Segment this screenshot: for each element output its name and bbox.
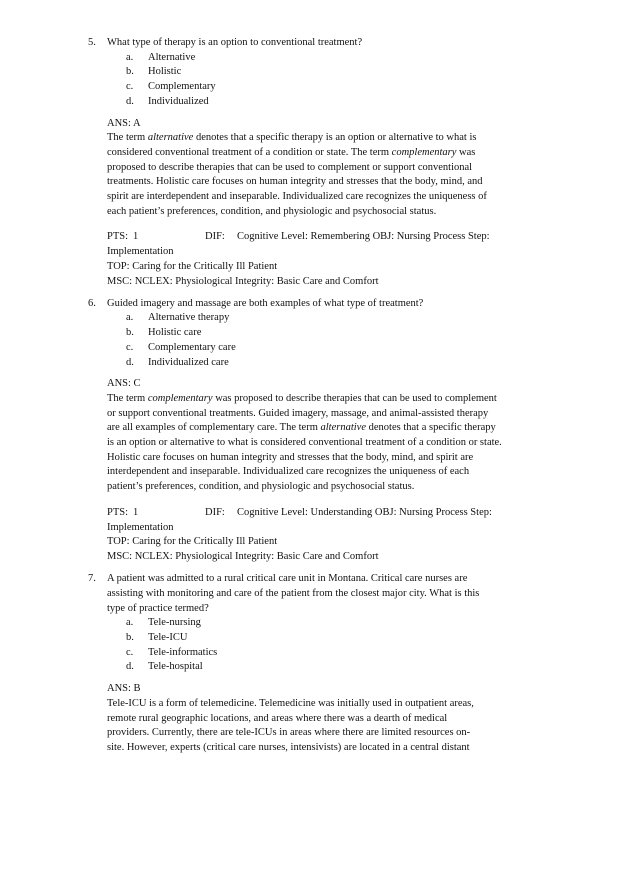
question-row xyxy=(88,297,592,565)
option-row xyxy=(107,646,592,661)
option-text: Complementary xyxy=(148,81,216,93)
pts-dif-line xyxy=(107,506,592,521)
option-letter: c. xyxy=(126,81,134,93)
tag-block xyxy=(107,230,592,289)
question-list xyxy=(88,36,592,756)
option-row xyxy=(107,326,592,341)
question-number: 7. xyxy=(88,573,96,585)
pts-value: 1 xyxy=(133,231,139,243)
rationale-line: considered conventional treatment of a condition or state. The term complementary was xyxy=(107,146,476,158)
option-text: Holistic xyxy=(148,66,182,78)
question-text xyxy=(107,572,592,616)
option-letter: a. xyxy=(126,617,134,629)
rationale-line: patient’s preferences, condition, and physiologic and psychosocial status. xyxy=(107,481,415,493)
rationale xyxy=(107,392,592,495)
option-text: Tele-hospital xyxy=(148,661,203,673)
option-row xyxy=(107,356,592,371)
pts-dif-line xyxy=(107,230,592,245)
dif-label: DIF: xyxy=(205,231,225,243)
answer-line: ANS: A xyxy=(107,117,141,129)
rationale-line: providers. Currently, there are tele-ICUs in areas where there are limited resources on- xyxy=(107,727,471,739)
option-letter: d. xyxy=(126,95,134,107)
options-list xyxy=(107,616,592,675)
option-text: Complementary care xyxy=(148,341,236,353)
rationale-line: interdependent and inseparable. Individualized care recognizes the uniqueness of each xyxy=(107,466,470,478)
answer-line: ANS: C xyxy=(107,378,141,390)
option-row xyxy=(107,80,592,95)
question-text-line: A patient was admitted to a rural critical care unit in Montana. Critical care nurses are xyxy=(107,573,468,585)
question-block xyxy=(88,297,592,565)
rationale xyxy=(107,697,592,756)
pts-label: PTS: xyxy=(107,231,129,243)
option-text: Holistic care xyxy=(148,327,202,339)
msc-line: MSC: NCLEX: Physiological Integrity: Basic Care and Comfort xyxy=(107,551,379,562)
dif-text: Cognitive Level: Understanding OBJ: Nursing Process Step: xyxy=(237,506,492,518)
options-list xyxy=(107,51,592,110)
rationale-line: Tele-ICU is a form of telemedicine. Telemedicine was initially used in outpatient areas, xyxy=(107,697,474,709)
rationale-line: remote rural geographic locations, and areas where there was a dearth of medical xyxy=(107,712,448,724)
question-block xyxy=(88,572,592,755)
option-text: Individualized xyxy=(148,95,209,107)
question-body xyxy=(107,572,592,755)
option-letter: b. xyxy=(126,66,134,78)
option-row xyxy=(107,616,592,631)
option-row xyxy=(107,311,592,326)
answer-block xyxy=(107,377,592,495)
rationale-line: spirit are interdependent and inseparable. Individualized care recognizes the uniqueness of xyxy=(107,191,487,203)
option-letter: d. xyxy=(126,661,134,673)
rationale-line: The term alternative denotes that a specific therapy is an option or alternative to what is xyxy=(107,132,477,144)
answer-line: ANS: B xyxy=(107,683,141,695)
option-text: Tele-informatics xyxy=(148,646,218,658)
tag-block xyxy=(107,506,592,565)
question-text-line: assisting with monitoring and care of the patient from the closest major city. What is this xyxy=(107,587,480,599)
dif-text: Cognitive Level: Remembering OBJ: Nursing Process Step: xyxy=(237,231,490,243)
option-letter: d. xyxy=(126,356,134,368)
question-block xyxy=(88,36,592,289)
obj-wrap-line: Implementation xyxy=(107,246,174,258)
option-text: Alternative xyxy=(148,51,196,63)
option-letter: c. xyxy=(126,341,134,353)
rationale-line: The term complementary was proposed to describe therapies that can be used to complement xyxy=(107,392,497,404)
option-text: Individualized care xyxy=(148,356,229,368)
option-text: Tele-ICU xyxy=(148,632,188,644)
option-row xyxy=(107,660,592,675)
option-letter: c. xyxy=(126,646,134,658)
pts-label: PTS: xyxy=(107,506,129,518)
option-text: Alternative therapy xyxy=(148,312,230,324)
question-number: 5. xyxy=(88,37,96,48)
rationale-line: treatments. Holistic care focuses on human integrity and stresses that the body, mind, and xyxy=(107,176,483,188)
rationale-line: is an option or alternative to what is considered conventional treatment of a condition or state. xyxy=(107,437,502,449)
option-text: Tele-nursing xyxy=(148,617,201,629)
options-list xyxy=(107,311,592,370)
option-row xyxy=(107,51,592,66)
question-text xyxy=(107,297,592,312)
question-row xyxy=(88,572,592,755)
question-row xyxy=(88,36,592,289)
top-line: TOP: Caring for the Critically Ill Patient xyxy=(107,536,278,548)
answer-block xyxy=(107,117,592,220)
question-text-line: What type of therapy is an option to conventional treatment? xyxy=(107,37,363,48)
option-letter: a. xyxy=(126,51,134,63)
question-body xyxy=(107,36,592,289)
question-number: 6. xyxy=(88,297,96,309)
option-row xyxy=(107,341,592,356)
option-letter: b. xyxy=(126,327,134,339)
option-letter: a. xyxy=(126,312,134,324)
question-text-line: Guided imagery and massage are both examples of what type of treatment? xyxy=(107,297,424,309)
rationale-line: site. However, experts (critical care nurses, intensivists) are located in a central distant xyxy=(107,741,470,753)
rationale-line: Holistic care focuses on human integrity and stresses that the body, mind, and spirit are xyxy=(107,451,474,463)
question-text-line: type of practice termed? xyxy=(107,602,209,614)
rationale-line: proposed to describe therapies that can be used to complement or support conventional xyxy=(107,161,473,173)
option-row xyxy=(107,95,592,110)
dif-label: DIF: xyxy=(205,506,225,518)
top-line: TOP: Caring for the Critically Ill Patient xyxy=(107,260,278,272)
option-row xyxy=(107,65,592,80)
option-row xyxy=(107,631,592,646)
question-text xyxy=(107,36,592,51)
rationale xyxy=(107,131,592,219)
option-letter: b. xyxy=(126,632,134,644)
answer-block xyxy=(107,682,592,756)
pts-value: 1 xyxy=(133,506,139,518)
rationale-line: each patient’s preferences, condition, and physiologic and psychosocial status. xyxy=(107,205,437,217)
msc-line: MSC: NCLEX: Physiological Integrity: Basic Care and Comfort xyxy=(107,275,379,287)
rationale-line: are all examples of complementary care. The term alternative denotes that a specific therapy xyxy=(107,422,496,434)
obj-wrap-line: Implementation xyxy=(107,521,174,533)
rationale-line: or support conventional treatments. Guided imagery, massage, and animal-assisted therapy xyxy=(107,407,489,419)
question-body xyxy=(107,297,592,565)
